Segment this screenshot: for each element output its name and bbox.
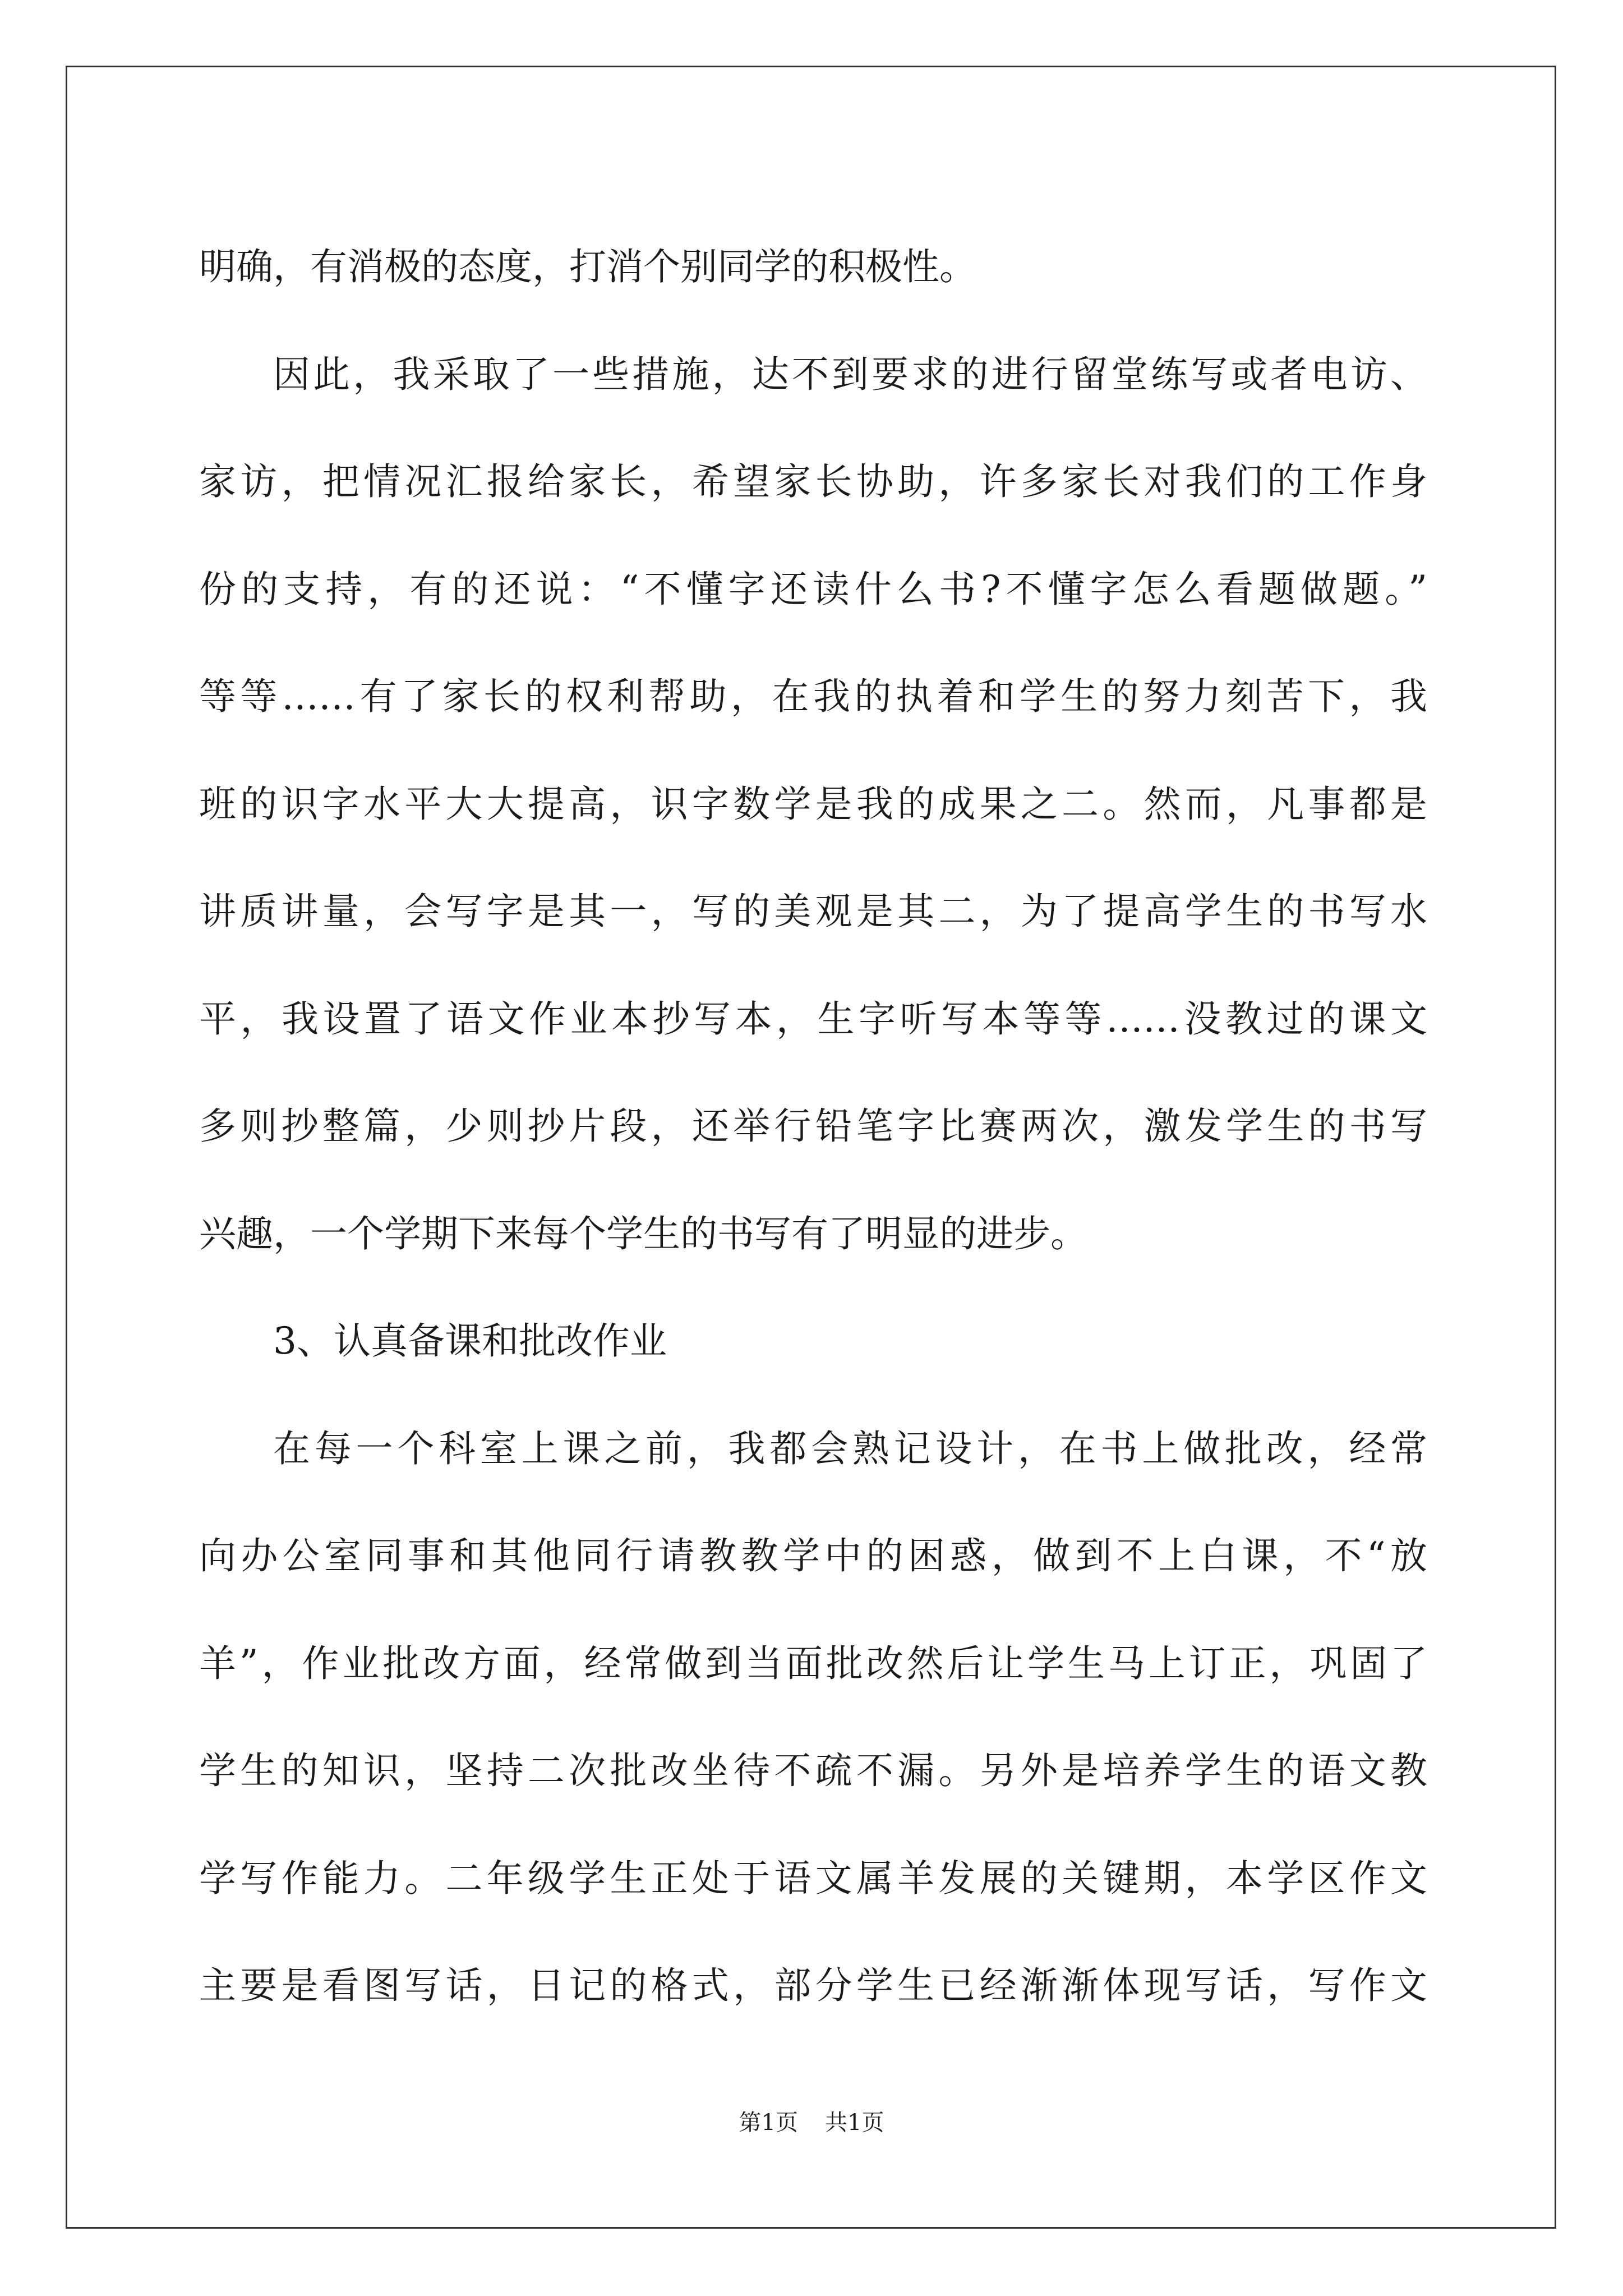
- document-body: [199, 213, 1427, 2040]
- page-total: 共1页: [825, 2110, 884, 2136]
- text-line: 因此，我采取了一些措施，达不到要求的进行留堂练写或者电访、: [273, 352, 1427, 396]
- text-line: 学生的知识，坚持二次批改坐待不疏不漏。另外是培养学生的语文教: [199, 1749, 1427, 1792]
- text-line: 等等……有了家长的权利帮助，在我的执着和学生的努力刻苦下，我: [199, 675, 1427, 718]
- text-line: 主要是看图写话，日记的格式，部分学生已经渐渐体现写话，写作文: [199, 1964, 1427, 2007]
- text-line: 明确，有消极的态度，打消个别同学的积极性。: [199, 245, 976, 288]
- text-line: 讲质讲量，会写字是其一，写的美观是其二，为了提高学生的书写水: [199, 890, 1427, 933]
- page-number: 第1页: [739, 2110, 798, 2136]
- text-line: 羊”，作业批改方面，经常做到当面批改然后让学生马上订正，巩固了: [199, 1641, 1427, 1685]
- text-line: 份的支持，有的还说：“不懂字还读什么书?不懂字怎么看题做题。”: [199, 567, 1427, 611]
- text-line: 平，我设置了语文作业本抄写本，生字听写本等等……没教过的课文: [199, 997, 1427, 1041]
- section-heading: 3、认真备课和批改作业: [273, 1319, 667, 1363]
- text-line: 兴趣，一个学期下来每个学生的书写有了明显的进步。: [199, 1212, 1087, 1255]
- text-line: 多则抄整篇，少则抄片段，还举行铅笔字比赛两次，激发学生的书写: [199, 1105, 1427, 1148]
- text-line: 在每一个科室上课之前，我都会熟记设计，在书上做批改，经常: [273, 1427, 1427, 1470]
- text-line: 家访，把情况汇报给家长，希望家长协助，许多家长对我们的工作身: [199, 460, 1427, 503]
- text-line: 班的识字水平大大提高，识字数学是我的成果之二。然而，凡事都是: [199, 782, 1427, 826]
- page-footer: [0, 2105, 1623, 2137]
- text-line: 向办公室同事和其他同行请教教学中的困惑，做到不上白课，不“放: [199, 1534, 1427, 1577]
- text-line: 学写作能力。二年级学生正处于语文属羊发展的关键期，本学区作文: [199, 1856, 1427, 1900]
